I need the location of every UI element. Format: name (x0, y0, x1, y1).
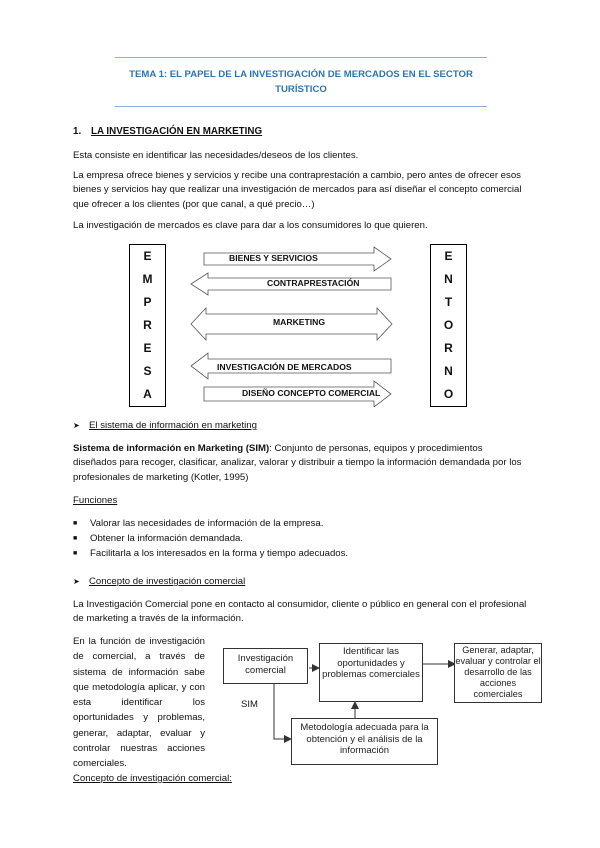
label-diseno-concepto: DISEÑO CONCEPTO COMERCIAL (242, 388, 381, 398)
list-item (73, 516, 348, 531)
empresa-letter: M (142, 272, 153, 286)
sim-label: SIM (241, 699, 258, 710)
empresa-letter: P (143, 295, 152, 309)
label-bienes-servicios: BIENES Y SERVICIOS (229, 253, 318, 263)
box-generar-adaptar: Generar, adaptar, evaluar y controlar el desarrollo de las acciones comerciales (454, 643, 542, 703)
sim-definition-text: : Conjunto de personas, equipos y procedimientos diseñados para recoger, clasificar, analizar, valorar y distribuir a tiempo la información demandada por los profesionales de marketing (Kotler, 1995) (73, 443, 522, 483)
concepto-side-text: En la función de investigación de comercial, a través de sistema de información sabe que metodología aplicar, y con esta identificar los oportunidades y problemas, generar, adaptar, evaluar y controlar nuestras acciones comerciales. (73, 636, 205, 770)
list-item-text: Facilitarla a los interesados en la forma y tiempo adecuados. (90, 548, 349, 559)
arrow-bullet-icon: ➤ (73, 421, 80, 430)
empresa-letter: R (143, 318, 152, 332)
label-contraprestacion: CONTRAPRESTACIÓN (267, 278, 360, 288)
sim-definition (73, 442, 528, 485)
paragraph-1: Esta consiste en identificar las necesidades/deseos de los clientes. (73, 150, 359, 161)
empresa-letter: E (143, 341, 152, 355)
label-investigacion-mercados: INVESTIGACIÓN DE MERCADOS (217, 362, 352, 372)
box-investigacion-comercial: Investigación comercial (223, 648, 308, 684)
empresa-column (129, 244, 166, 407)
concepto-paragraph: La Investigación Comercial pone en contacto al consumidor, cliente o público en general con el profesional de marketing a través de la información. (73, 599, 527, 625)
section-number: 1. (73, 126, 82, 137)
square-bullet-icon: ■ (73, 520, 78, 527)
entorno-letter: T (444, 295, 453, 309)
page-title: TEMA 1: EL PAPEL DE LA INVESTIGACIÓN DE MERCADOS EN EL SECTOR TURÍSTICO (129, 69, 473, 95)
entorno-letter: O (443, 387, 454, 401)
funciones-list (73, 516, 348, 561)
concepto-heading-2: Concepto de investigación comercial: (73, 773, 232, 784)
entorno-letter: E (444, 249, 453, 263)
box-metodologia: Metodología adecuada para la obtención y el análisis de la información (291, 718, 438, 765)
empresa-entorno-diagram (129, 244, 473, 407)
square-bullet-icon: ■ (73, 550, 78, 557)
box-identificar-oportunidades: Identificar las oportunidades y problemas comerciales (319, 643, 423, 702)
arrow-bullet-icon: ➤ (73, 577, 80, 586)
funciones-heading: Funciones (73, 495, 118, 506)
subheading-sim (73, 419, 257, 433)
entorno-letter: O (443, 318, 454, 332)
entorno-letter: R (444, 341, 453, 355)
empresa-letter: S (143, 364, 152, 378)
list-item (73, 531, 348, 546)
list-item (73, 546, 348, 561)
empresa-letter: E (143, 249, 152, 263)
empresa-letter: A (143, 387, 152, 401)
label-marketing: MARKETING (273, 317, 326, 327)
entorno-letter: N (444, 364, 453, 378)
header-top-rule (115, 57, 487, 58)
paragraph-2: La empresa ofrece bienes y servicios y recibe una contraprestación a cambio, pero antes de ofrecer esos bienes y servicios hay que realizar una investigación de mercados para así diseñar el concepto comercial que ofrecer a los clientes (por que canal, a qué precio…) (73, 170, 522, 210)
connector-line (274, 683, 291, 739)
entorno-column (430, 244, 467, 407)
header-bottom-rule (115, 106, 487, 107)
section-heading (73, 125, 262, 140)
subheading-sim-text: El sistema de información en marketing (89, 420, 257, 431)
list-item-text: Valorar las necesidades de información de la empresa. (90, 518, 324, 529)
subheading-concepto-text: Concepto de investigación comercial (89, 576, 246, 587)
subheading-concepto (73, 575, 245, 589)
entorno-letter: N (444, 272, 453, 286)
list-item-text: Obtener la información demandada. (90, 533, 244, 544)
section-heading-text: LA INVESTIGACIÓN EN MARKETING (91, 126, 263, 137)
paragraph-3: La investigación de mercados es clave para dar a los consumidores lo que quieren. (73, 220, 428, 231)
sim-term: Sistema de información en Marketing (SIM) (73, 443, 270, 454)
square-bullet-icon: ■ (73, 535, 78, 542)
